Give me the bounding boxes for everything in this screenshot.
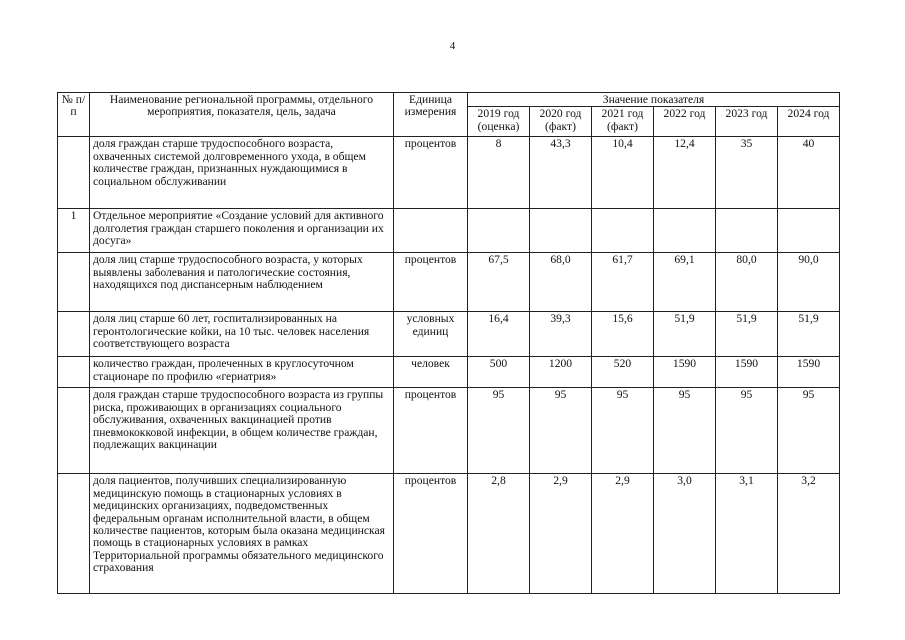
row-value [592,209,654,253]
row-value: 95 [530,388,592,474]
header-year: 2021 год (факт) [592,107,654,137]
row-name: доля лиц старше трудоспособного возраста, у которых выявлены заболевания и патологические состояния, находящихся под диспансерным наблюдением [90,253,394,312]
row-value: 3,0 [654,474,716,594]
row-no [58,357,90,388]
row-unit: условных единиц [394,312,468,357]
row-value: 1200 [530,357,592,388]
row-no: 1 [58,209,90,253]
row-value: 61,7 [592,253,654,312]
row-unit: процентов [394,388,468,474]
row-value: 16,4 [468,312,530,357]
row-unit: человек [394,357,468,388]
row-name: доля лиц старше 60 лет, госпитализированных на геронтологические койки, на 10 тыс. человек населения соответствующего возраста [90,312,394,357]
table-row [58,209,840,253]
header-year: 2022 год [654,107,716,137]
row-value [468,209,530,253]
row-unit: процентов [394,253,468,312]
row-value [778,209,840,253]
row-value: 12,4 [654,137,716,209]
row-value: 2,9 [592,474,654,594]
row-no [58,474,90,594]
row-value: 1590 [778,357,840,388]
row-name: доля пациентов, получивших специализированную медицинскую помощь в стационарных условиях в медицинских организациях, подведомственных федеральным органам исполнительной власти, в общем количестве пациентов, которым была оказана медицинская помощь в стационарных условиях в рамках Территориальной программы обязательного медицинского страхования [90,474,394,594]
row-value: 1590 [716,357,778,388]
row-value: 80,0 [716,253,778,312]
row-value: 51,9 [654,312,716,357]
row-value: 8 [468,137,530,209]
row-no [58,388,90,474]
row-unit: процентов [394,137,468,209]
row-value: 69,1 [654,253,716,312]
header-col-unit: Единица измерения [394,93,468,137]
row-value: 51,9 [778,312,840,357]
row-value: 95 [592,388,654,474]
row-value [654,209,716,253]
table-row [58,312,840,357]
row-name: количество граждан, пролеченных в круглосуточном стационаре по профилю «гериатрия» [90,357,394,388]
row-no [58,137,90,209]
header-col-no: № п/п [58,93,90,137]
row-value: 67,5 [468,253,530,312]
row-value: 520 [592,357,654,388]
header-year: 2020 год (факт) [530,107,592,137]
row-value: 35 [716,137,778,209]
row-value: 51,9 [716,312,778,357]
table-row [58,474,840,594]
indicators-table [57,92,840,594]
header-year: 2023 год [716,107,778,137]
row-value: 95 [468,388,530,474]
row-value: 43,3 [530,137,592,209]
header-col-values: Значение показателя [468,93,840,107]
header-year: 2019 год (оценка) [468,107,530,137]
table-row [58,357,840,388]
table-row [58,388,840,474]
row-name: доля граждан старше трудоспособного возраста, охваченных системой долговременного ухода, в общем количестве граждан, признанных нуждающимися в социальном обслуживании [90,137,394,209]
row-unit: процентов [394,474,468,594]
row-value: 95 [778,388,840,474]
header-row [58,93,840,107]
row-value [530,209,592,253]
row-no [58,312,90,357]
row-value: 3,2 [778,474,840,594]
row-name: Отдельное мероприятие «Создание условий для активного долголетия граждан старшего поколения и организации их досуга» [90,209,394,253]
row-value: 40 [778,137,840,209]
row-name: доля граждан старше трудоспособного возраста из группы риска, проживающих в организациях социального обслуживания, охваченных вакцинацией против пневмококковой инфекции, в общем количестве граждан, подлежащих вакцинации [90,388,394,474]
row-value: 39,3 [530,312,592,357]
row-no [58,253,90,312]
row-value: 95 [716,388,778,474]
header-year: 2024 год [778,107,840,137]
table-row [58,137,840,209]
row-value: 10,4 [592,137,654,209]
row-value: 15,6 [592,312,654,357]
row-value: 2,9 [530,474,592,594]
row-value: 3,1 [716,474,778,594]
row-value [716,209,778,253]
row-unit [394,209,468,253]
row-value: 2,8 [468,474,530,594]
table-row [58,253,840,312]
page-number: 4 [449,40,456,52]
row-value: 68,0 [530,253,592,312]
header-col-name: Наименование региональной программы, отдельного мероприятия, показателя, цель, задача [90,93,394,137]
row-value: 500 [468,357,530,388]
row-value: 90,0 [778,253,840,312]
row-value: 95 [654,388,716,474]
row-value: 1590 [654,357,716,388]
